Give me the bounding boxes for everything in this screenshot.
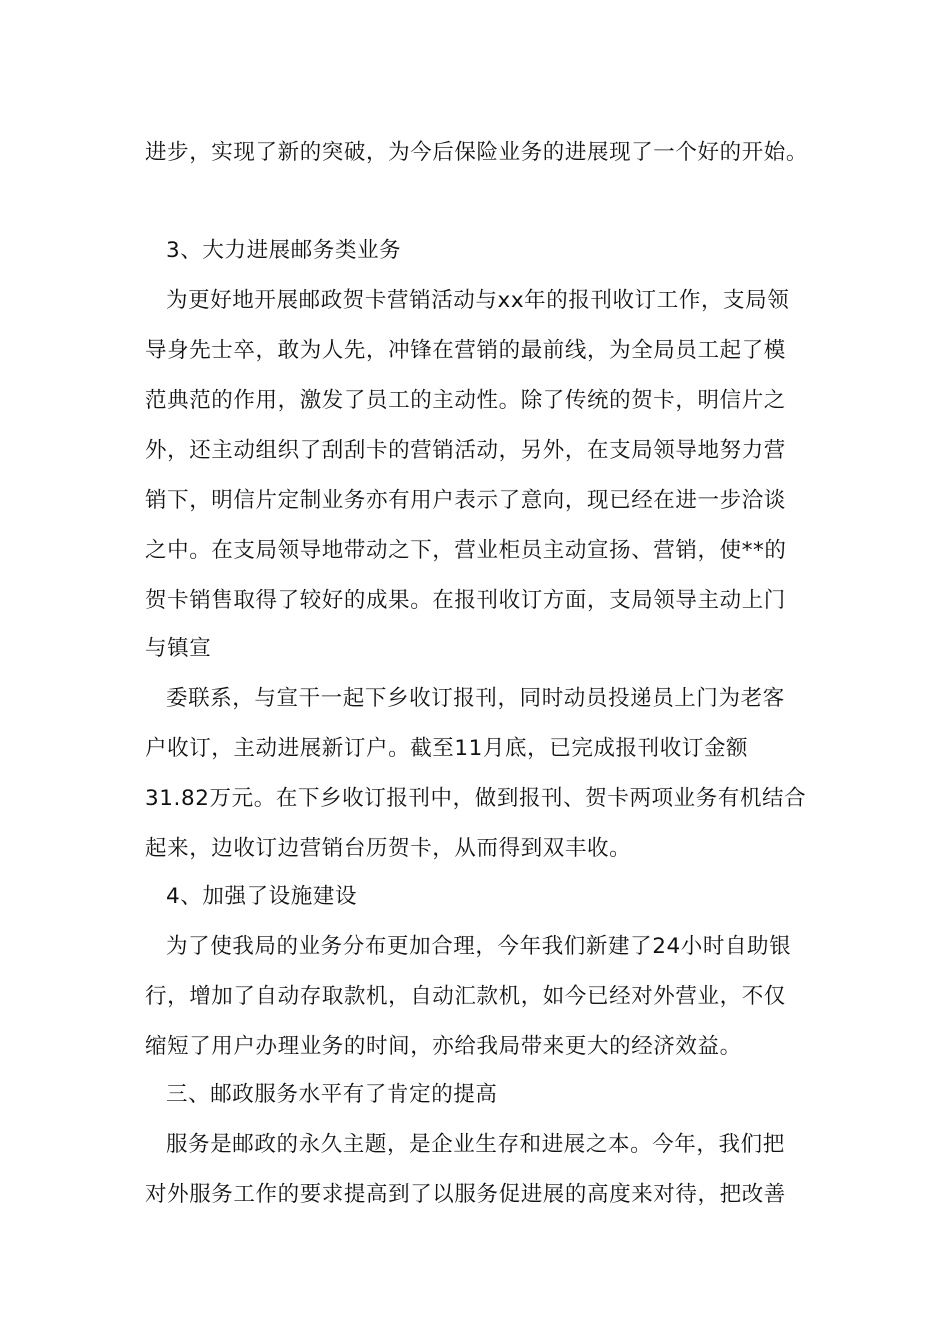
paragraph-line: 范典范的作用，激发了员工的主动性。除了传统的贺卡，明信片之 xyxy=(145,388,786,413)
paragraph-line: 导身先士卒，敢为人先，冲锋在营销的最前线，为全局员工起了模 xyxy=(145,338,786,363)
paragraph-line: 起来，边收订边营销台历贺卡，从而得到双丰收。 xyxy=(145,836,632,861)
paragraph-line: 对外服务工作的要求提高到了以服务促进展的高度来对待，把改善 xyxy=(145,1182,786,1207)
paragraph-line: 贺卡销售取得了较好的成果。在报刊收订方面，支局领导主动上门 xyxy=(145,588,786,613)
paragraph-line: 户收订，主动进展新订户。截至11月底，已完成报刊收订金额 xyxy=(145,736,749,761)
paragraph-line: 为了使我局的业务分布更加合理，今年我们新建了24小时自助银 xyxy=(166,934,792,959)
paragraph-line: 31.82万元。在下乡收订报刊中，做到报刊、贺卡两项业务有机结合 xyxy=(145,786,807,811)
paragraph-line: 外，还主动组织了刮刮卡的营销活动，另外，在支局领导地努力营 xyxy=(145,438,786,463)
section-heading: 3、大力进展邮务类业务 xyxy=(166,238,402,263)
paragraph-line: 与镇宣 xyxy=(145,636,212,661)
section-heading: 三、邮政服务水平有了肯定的提高 xyxy=(166,1082,498,1107)
paragraph-line: 为更好地开展邮政贺卡营销活动与xx年的报刊收订工作，支局领 xyxy=(166,288,790,313)
paragraph-line: 之中。在支局领导地带动之下，营业柜员主动宣扬、营销，使**的 xyxy=(145,538,787,563)
paragraph-line: 服务是邮政的永久主题，是企业生存和进展之本。今年，我们把 xyxy=(166,1132,785,1157)
paragraph-line: 委联系，与宣干一起下乡收订报刊，同时动员投递员上门为老客 xyxy=(166,686,785,711)
paragraph-line: 行，增加了自动存取款机，自动汇款机，如今已经对外营业，不仅 xyxy=(145,984,786,1009)
paragraph-line: 进步，实现了新的突破，为今后保险业务的进展现了一个好的开始。 xyxy=(145,140,809,165)
paragraph-line: 销下，明信片定制业务亦有用户表示了意向，现已经在进一步洽谈 xyxy=(145,488,786,513)
section-heading: 4、加强了设施建设 xyxy=(166,884,358,909)
paragraph-line: 缩短了用户办理业务的时间，亦给我局带来更大的经济效益。 xyxy=(145,1034,742,1059)
